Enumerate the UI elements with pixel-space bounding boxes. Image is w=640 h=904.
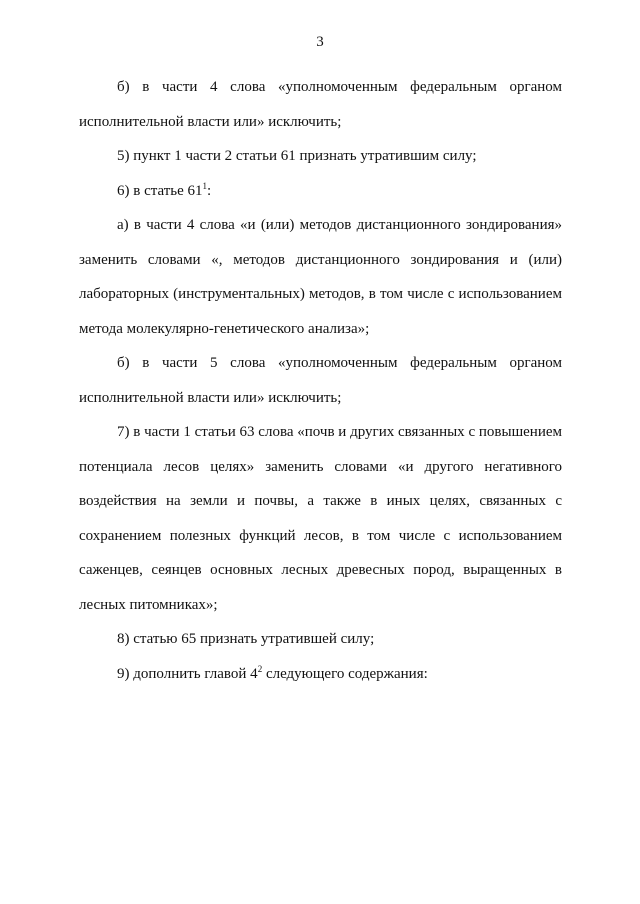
paragraph-item-6-colon: : xyxy=(207,182,212,199)
paragraph-item-7: 7) в части 1 статьи 63 слова «почв и других связанных с повышением потенциала лесов целях» заменить словами «и другого негативного воздействия на земли и почвы, а также в иных целях, связанных с сохранением полезных функций лесов, в том числе с использованием саженцев, сеянцев основных лесных древесных пород, выращенных в лесных питомниках»; xyxy=(79,424,562,613)
document-body xyxy=(79,70,562,691)
superscript-article-index: 1 xyxy=(202,180,208,191)
paragraph-item-8: 8) статью 65 признать утратившей силу; xyxy=(117,631,375,647)
page-number: 3 xyxy=(316,34,324,50)
paragraph-item-9-tail: следующего содержания: xyxy=(262,665,428,682)
paragraph-item-5: 5) пункт 1 части 2 статьи 61 признать утратившим силу; xyxy=(117,148,477,164)
paragraph-item-6 xyxy=(79,174,562,209)
paragraph-item-6-text: 6) в статье 61 xyxy=(117,182,203,199)
paragraph-a-part-4: а) в части 4 слова «и (или) методов дистанционного зондирования» заменить словами «, методов дистанционного зондирования и (или) лабораторных (инструментальных) методов, в том числе с использованием метода молекулярно-генетического анализа»; xyxy=(79,217,562,337)
superscript-chapter-index: 2 xyxy=(257,663,263,674)
paragraph-item-9 xyxy=(79,657,562,692)
paragraph-item-9-text: 9) дополнить главой 4 xyxy=(117,665,258,682)
paragraph-b-part-4: б) в части 4 слова «уполномоченным федеральным органом исполнительной власти или» исключить; xyxy=(79,79,562,130)
paragraph-b-part-5: б) в части 5 слова «уполномоченным федеральным органом исполнительной власти или» исключить; xyxy=(79,355,562,406)
